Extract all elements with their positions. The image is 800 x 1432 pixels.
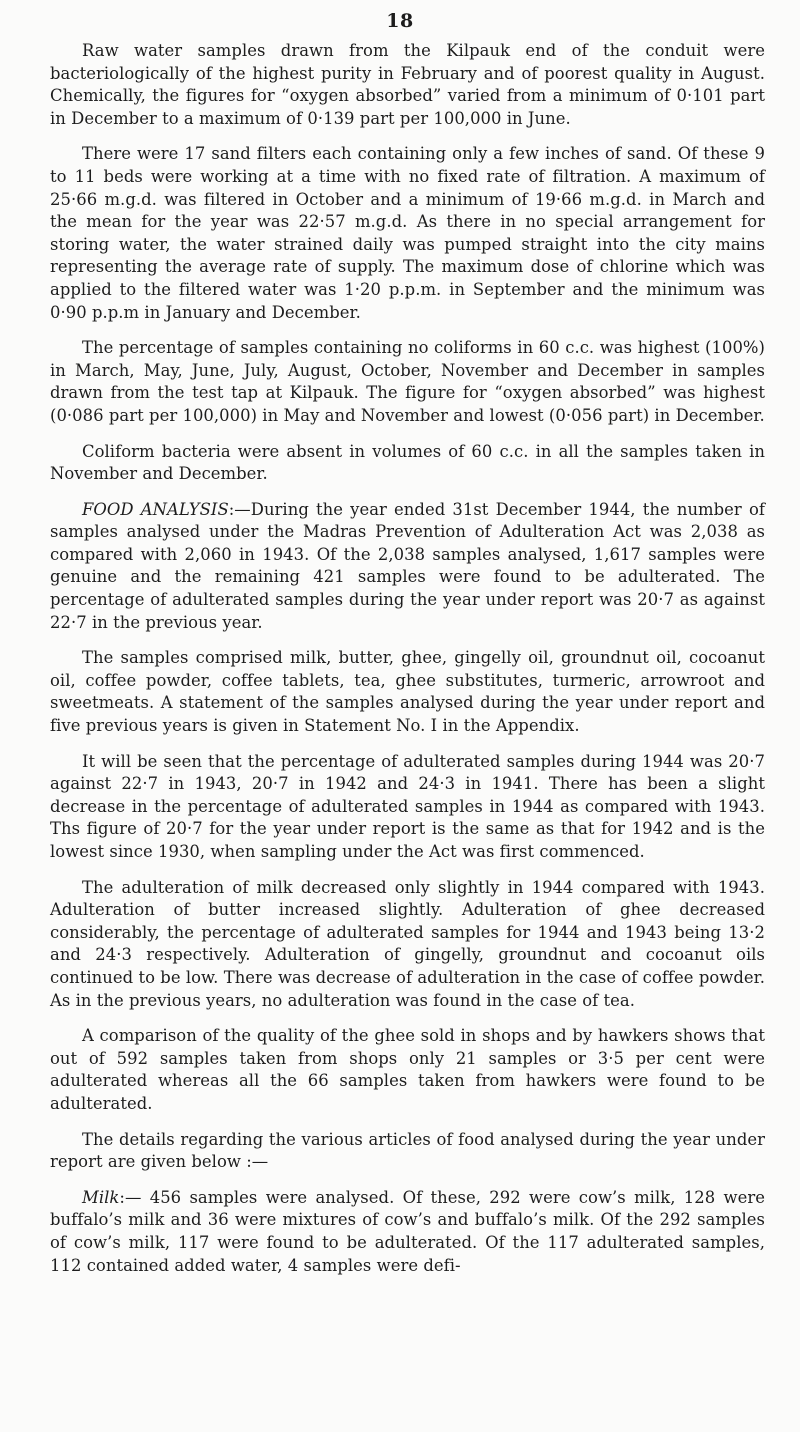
paragraph-adulteration-trends: The adulteration of milk decreased only slightly in 1944 compared with 1943. Adulteration of butter increased slightly. Adulteration of ghee decreased considerably, the percentage of adulterated samples for 1944 and 1943 being 13·2 and 24·3 respectively. Adulteration of gingelly, groundnut and cocoanut oils continued to be low. There was decrease of adulteration in the case of coffee powder. As in the previous years, no adulteration was found in the case of tea. (50, 877, 765, 1010)
paragraph-coliform-absent: Coliform bacteria were absent in volumes of 60 c.c. in all the samples taken in November and December. (50, 441, 765, 484)
food-analysis-heading: FOOD ANALYSIS (82, 499, 229, 519)
paragraph-ghee-comparison: A comparison of the quality of the ghee sold in shops and by hawkers shows that out of 592 samples taken from shops only 21 samples or 3·5 per cent were adulterated whereas all the 66 samples taken from hawkers were found to be adulterated. (50, 1026, 765, 1113)
paragraph-percentage-comparison: It will be seen that the percentage of adulterated samples during 1944 was 20·7 against 22·7 in 1943, 20·7 in 1942 and 24·3 in 1941. There has been a slight decrease in the percentage of adulterated samples in 1944 as compared with 1943. Ths figure of 20·7 for the year under report is the same as that for 1942 and is the lowest since 1930, when sampling under the Act was first commenced. (50, 751, 765, 861)
milk-heading: Milk (82, 1187, 120, 1207)
milk-text: :— 456 samples were analysed. Of these, 292 were cow’s milk, 128 were buffalo’s milk and 36 were mixtures of cow’s and buffalo’s milk. Of the 292 samples of cow’s milk, 117 were found to be adulterated. Of the 117 adulterated samples, 112 contained added water, 4 samples were defi- (50, 1187, 765, 1275)
paragraph-raw-water: Raw water samples drawn from the Kilpauk end of the conduit were bacteriologically of the highest purity in February and of poorest quality in August. Chemically, the figures for “oxygen absorbed” varied from a minimum of 0·101 part in December to a maximum of 0·139 part per 100,000 in June. (50, 41, 765, 128)
paragraph-milk (50, 1187, 765, 1277)
food-analysis-text: :—During the year ended 31st December 1944, the number of samples analysed under the Madras Prevention of Adulteration Act was 2,038 as compared with 2,060 in 1943. Of the 2,038 samples analysed, 1,617 samples were genuine and the remaining 421 samples were found to be adulterated. The percentage of adulterated samples during the year under report was 20·7 as against 22·7 in the previous year. (50, 499, 765, 632)
paragraph-details-intro: The details regarding the various articles of food analysed during the year under report are given below :— (50, 1129, 765, 1172)
paragraph-coliform-percentage: The percentage of samples containing no coliforms in 60 c.c. was highest (100%) in March, May, June, July, August, October, November and December in samples drawn from the test tap at Kilpauk. The figure for “oxygen absorbed” was highest (0·086 part per 100,000) in May and November and lowest (0·056 part) in December. (50, 338, 765, 425)
paragraph-food-analysis (50, 499, 765, 635)
page-number: 18 (386, 10, 414, 32)
body-text (50, 40, 765, 1290)
paragraph-samples-comprised: The samples comprised milk, butter, ghee, gingelly oil, groundnut oil, cocoanut oil, coffee powder, coffee tablets, tea, ghee substitutes, turmeric, arrowroot and sweetmeats. A statement of the samples analysed during the year under report and five previous years is given in Statement No. I in the Appendix. (50, 648, 765, 736)
paragraph-sand-filters: There were 17 sand filters each containing only a few inches of sand. Of these 9 to 11 beds were working at a time with no fixed rate of filtration. A maximum of 25·66 m.g.d. was filtered in October and a minimum of 19·66 m.g.d. in March and the mean for the year was 22·57 m.g.d. As there in no special arrangement for storing water, the water strained daily was pumped straight into the city mains representing the average rate of supply. The maximum dose of chlorine which was applied to the filtered water was 1·20 p.p.m. in September and the minimum was 0·90 p.p.m in January and December. (50, 144, 765, 322)
